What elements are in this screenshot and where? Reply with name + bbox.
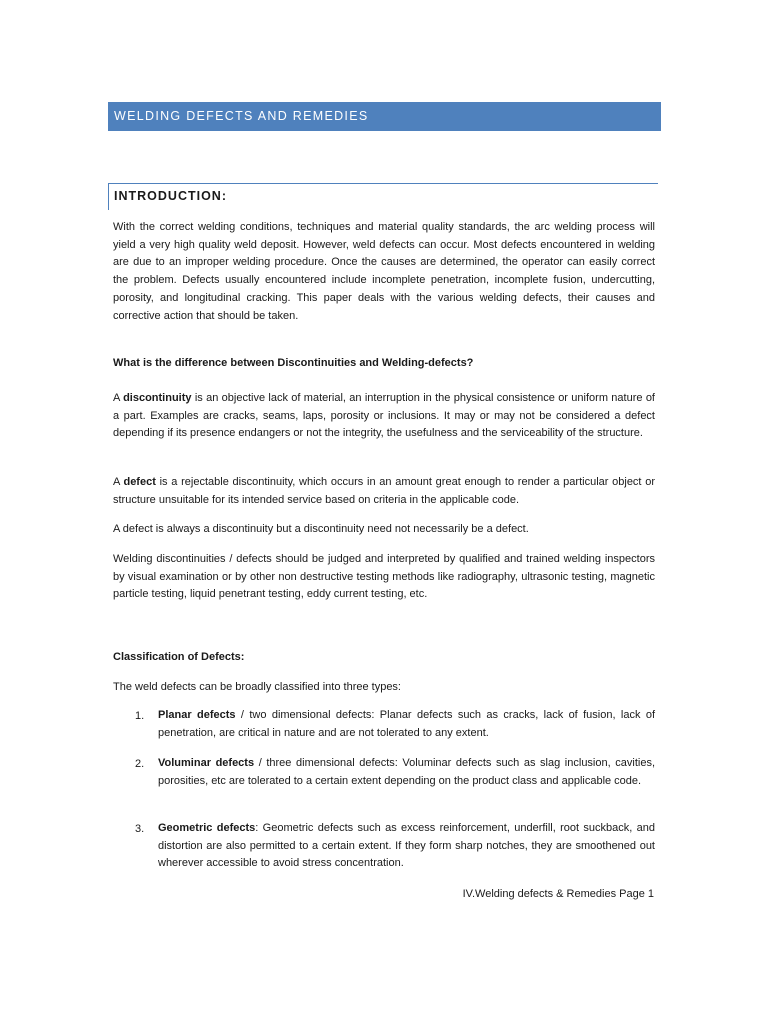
inspection-paragraph: Welding discontinuities / defects should be judged and interpreted by qualified and trained welding inspectors by visual examination or by other non destructive testing methods like radiography, ultrasonic testing, magnetic particle testing, liquid penetrant testing, eddy current testing, etc.	[113, 553, 655, 601]
document-title: WELDING DEFECTS AND REMEDIES	[114, 109, 369, 123]
intro-paragraph: With the correct welding conditions, techniques and material quality standards, the arc welding process will yield a very high quality weld deposit. However, weld defects can occur. Most defects encountered in welding are due to an improper welding procedure. Once the causes are determined, the operator can easily correct the problem. Defects usually encountered include incomplete penetration, incomplete fusion, undercutting, porosity, and longitudinal cracking. This paper deals with the various welding defects, their causes and corrective action that should be taken.	[113, 221, 655, 322]
classification-intro: The weld defects can be broadly classified into three types:	[113, 681, 401, 693]
list-item: Geometric defects: Geometric defects such as excess reinforcement, underfill, root suckback, and distortion are also permitted to a certain extent. If they form sharp notches, they are smoothened out wherever accessible to avoid stress concentration.	[158, 822, 656, 870]
title-banner	[108, 102, 661, 131]
discontinuity-paragraph: A discontinuity is an objective lack of material, an interruption in the physical consistence or uniform nature of a part. Examples are cracks, seams, laps, porosity or inclusions. It may or may not be considered a defect depending if its presence endangers or not the integrity, the usefulness and the serviceability of the structure.	[113, 392, 655, 440]
defect-note-paragraph: A defect is always a discontinuity but a discontinuity need not necessarily be a defect.	[113, 523, 529, 535]
defect-paragraph: A defect is a rejectable discontinuity, which occurs in an amount great enough to render a particular object or structure unsuitable for its intended service based on criteria in the applicable code.	[113, 476, 656, 506]
introduction-heading: INTRODUCTION:	[114, 189, 227, 203]
page-footer: IV.Welding defects & Remedies Page 1	[462, 888, 654, 900]
list-item: Voluminar defects / three dimensional defects: Voluminar defects such as slag inclusion, cavities, porosities, etc are tolerated to a certain extent depending on the product class and applicable code.	[158, 757, 655, 787]
discontinuity-term: discontinuity	[123, 392, 192, 404]
classification-heading: Classification of Defects:	[113, 651, 245, 663]
introduction-header-box	[108, 183, 658, 210]
list-item: Planar defects / two dimensional defects: Planar defects such as cracks, lack of fusion, lack of penetration, are critical in nature and are not tolerated to any extent.	[158, 709, 656, 739]
list-item-number: 1.	[135, 710, 145, 722]
defect-term: defect	[123, 476, 156, 488]
list-item-number: 3.	[135, 823, 145, 835]
difference-question-heading: What is the difference between Discontinuities and Welding-defects?	[113, 357, 474, 369]
list-item-number: 2.	[135, 758, 145, 770]
